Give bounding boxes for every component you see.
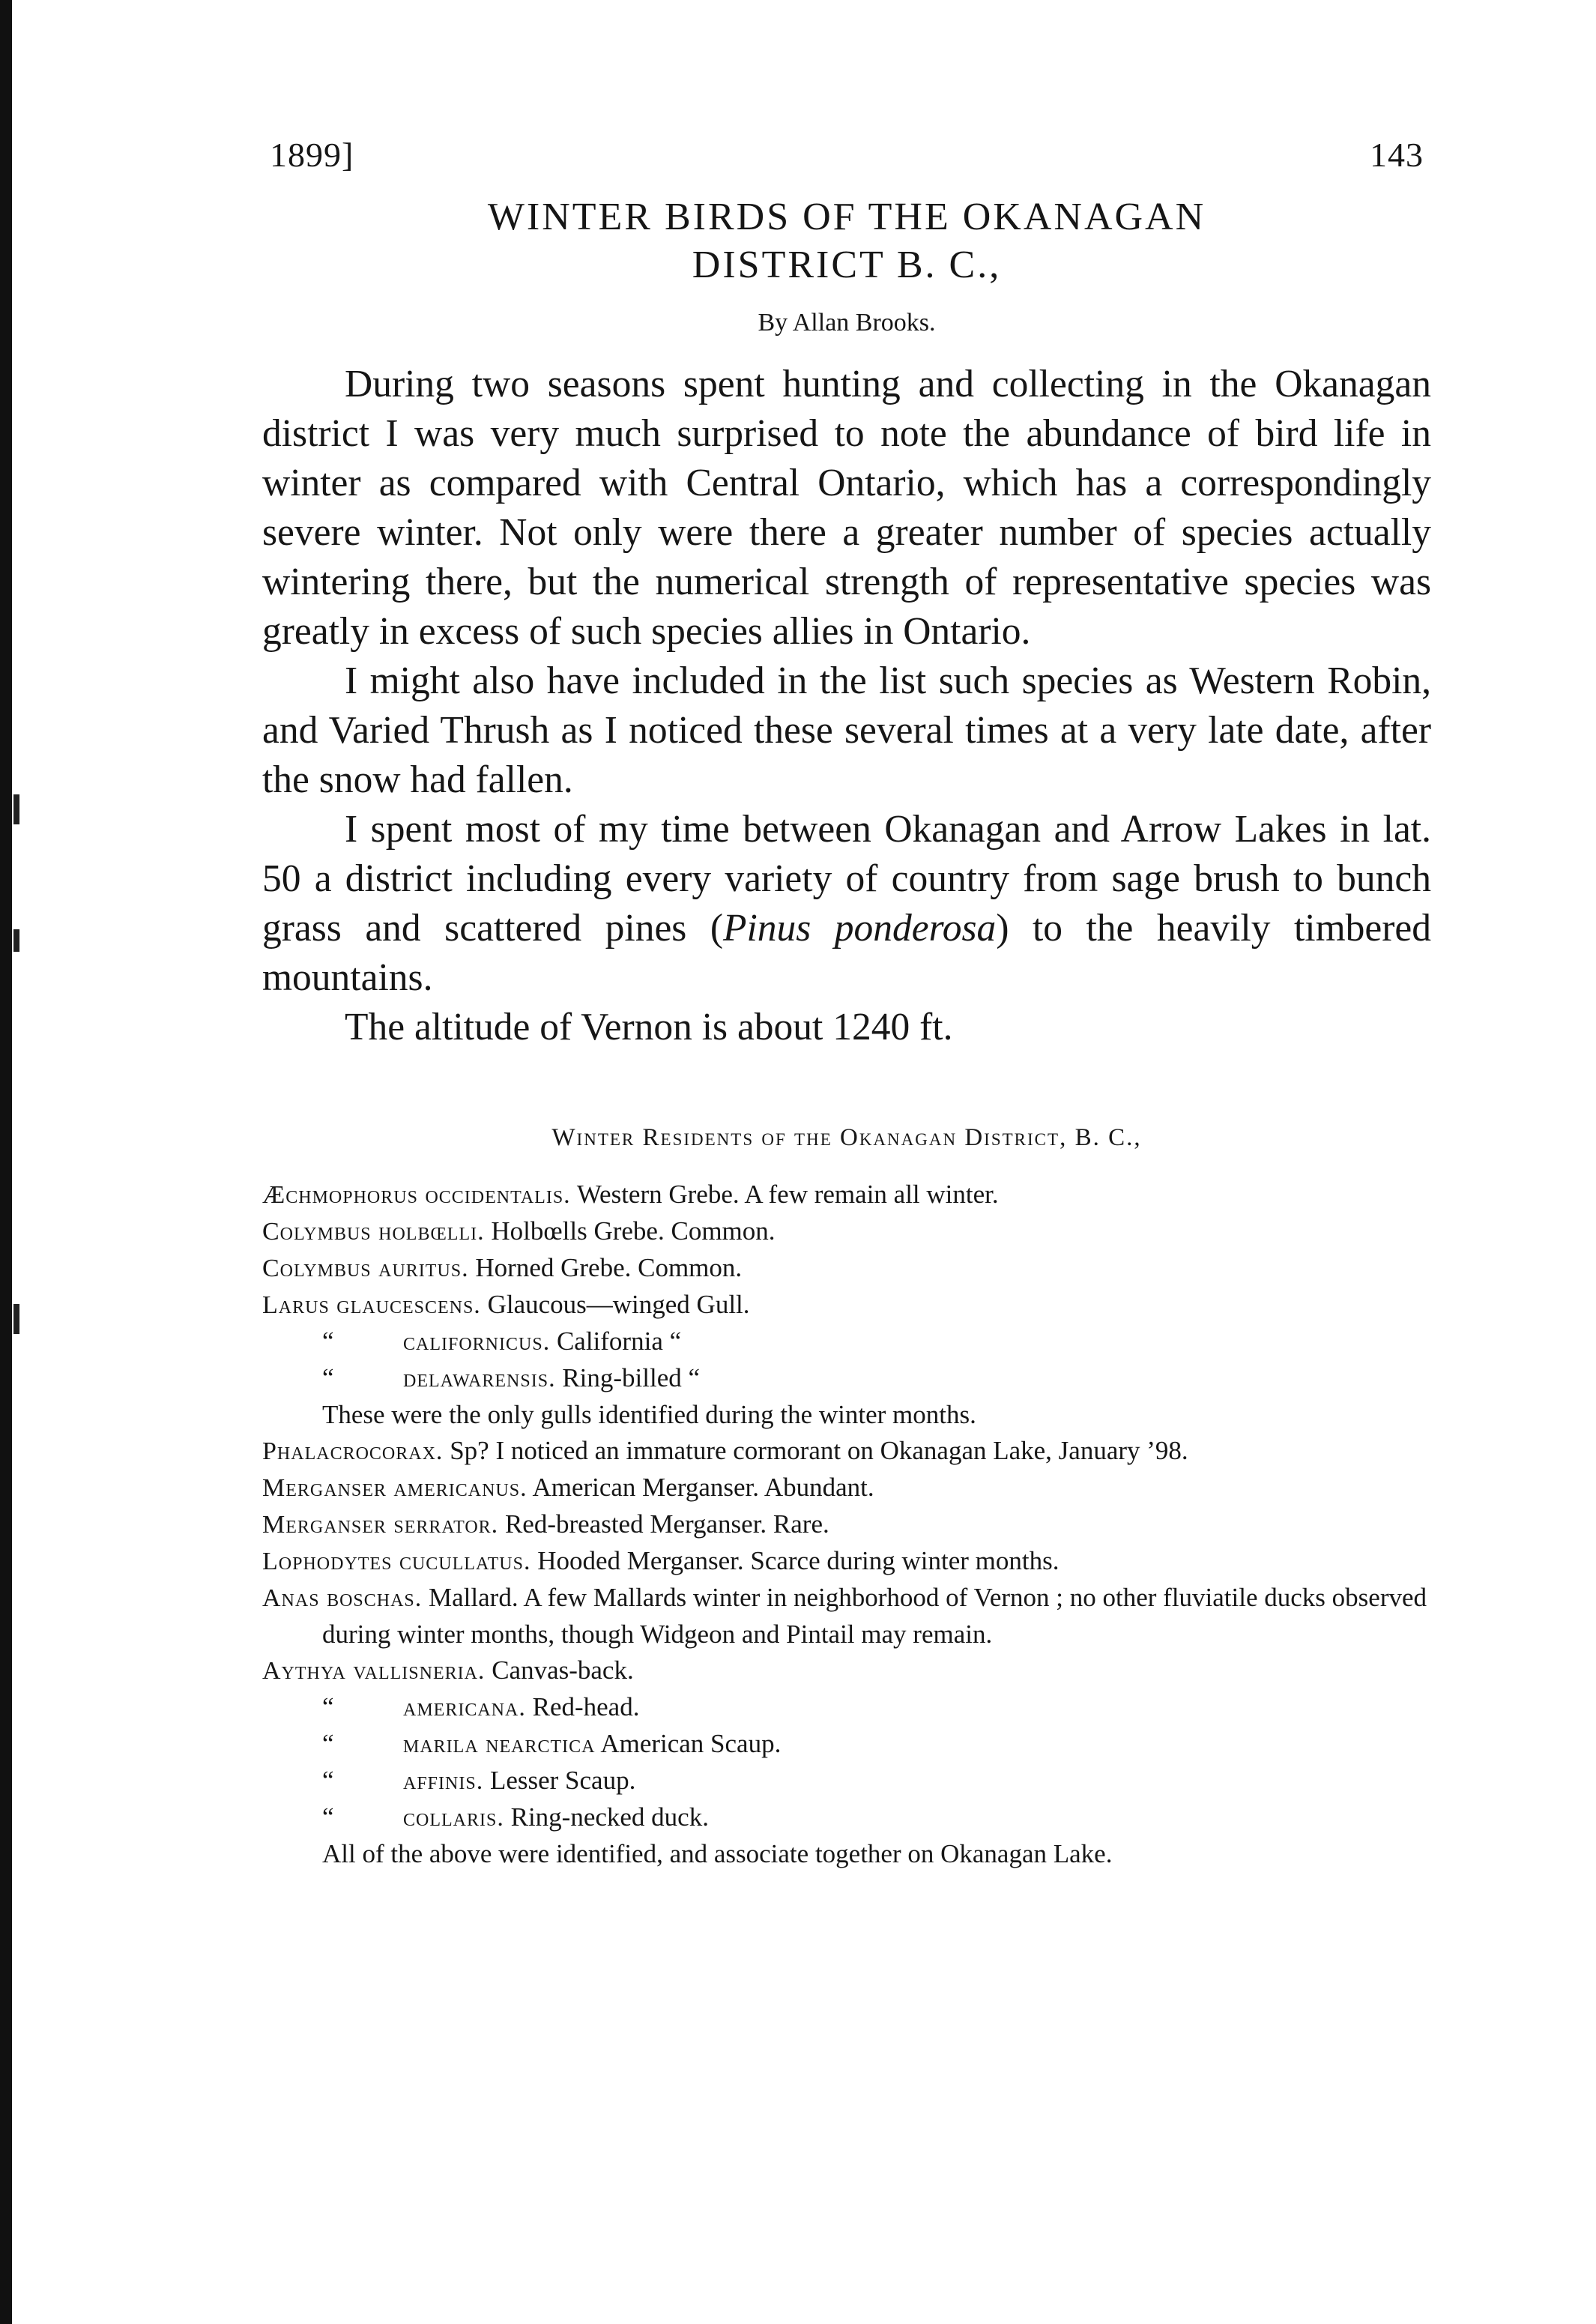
entry-description: Canvas-back. xyxy=(492,1656,634,1685)
list-item xyxy=(262,1470,1431,1506)
paragraph-3-italic: Pinus ponderosa xyxy=(722,907,997,950)
entry-description: Ring-billed “ xyxy=(562,1363,701,1392)
entry-description: Mallard. A few Mallards winter in neighborhood of Vernon ; no other fluviatile ducks observed during winter months, though Widgeon and Pintail may remain. xyxy=(322,1583,1427,1649)
page-number: 143 xyxy=(1370,136,1424,174)
ditto-mark: “ xyxy=(322,1327,334,1356)
article-body xyxy=(262,360,1431,1052)
scan-edge-mark xyxy=(13,929,19,952)
list-item xyxy=(262,1726,1431,1763)
paragraph-3-text-b: ) to the heavily timbered mountains. xyxy=(262,907,1431,999)
scan-edge-mark xyxy=(13,794,19,824)
scan-edge-mark xyxy=(13,1304,19,1334)
entry-description: Horned Grebe. Common. xyxy=(475,1253,743,1282)
entry-description: Lesser Scaup. xyxy=(489,1766,636,1795)
scientific-name: Æchmophorus occidentalis. xyxy=(262,1181,571,1209)
running-head xyxy=(270,135,1424,180)
scientific-name: Aythya vallisneria. xyxy=(262,1657,486,1685)
entry-description: Red-head. xyxy=(532,1692,640,1721)
scientific-name: americana. xyxy=(403,1694,526,1721)
scientific-name: Colymbus auritus. xyxy=(262,1255,469,1282)
paragraph-1: During two seasons spent hunting and collecting in the Okanagan district I was very much surprised to note the abundance of bird life in winter as compared with Central Ontario, which has a correspondingly severe winter. Not only were there a greater number of species actually wintering there, but the numerical strength of representative species was greatly in excess of such species allies in Ontario. xyxy=(262,363,1431,653)
list-item xyxy=(262,1213,1431,1250)
closing-line: All of the above were identified, and associate together on Okanagan Lake. xyxy=(322,1839,1113,1868)
byline: By Allan Brooks. xyxy=(758,309,936,336)
ditto-mark: “ xyxy=(322,1692,334,1721)
list-item xyxy=(262,1689,1431,1726)
paragraph-3 xyxy=(262,805,1431,1003)
scientific-name: californicus. xyxy=(403,1328,551,1356)
species-list xyxy=(262,1177,1431,1872)
entry-description: California “ xyxy=(556,1327,682,1356)
scientific-name: Merganser americanus. xyxy=(262,1474,528,1502)
entry-description: Glaucous—winged Gull. xyxy=(487,1290,750,1319)
scientific-name: affinis. xyxy=(403,1767,484,1795)
header-year: 1899] xyxy=(270,136,354,174)
ditto-mark: “ xyxy=(322,1802,334,1832)
entry-description: American Merganser. Abundant. xyxy=(532,1473,874,1502)
list-item xyxy=(262,1177,1431,1213)
scan-edge-bar xyxy=(0,0,12,2324)
list-item xyxy=(262,1580,1431,1653)
title-line-1: WINTER BIRDS OF THE OKANAGAN xyxy=(487,196,1206,238)
entry-description: Sp? I noticed an immature cormorant on Okanagan Lake, January ’98. xyxy=(450,1436,1188,1465)
scientific-name: Colymbus holbœlli. xyxy=(262,1218,485,1246)
paragraph-3-text-a: I spent most of my time between Okanagan and Arrow Lakes in lat. 50 a district including every variety of country from sage brush to bunch grass and scattered pines ( xyxy=(262,808,1431,950)
paragraph-2: I might also have included in the list such species as Western Robin, and Varied Thrush as I noticed these several times at a very late date, after the snow had fallen. xyxy=(262,660,1431,801)
list-item xyxy=(262,1250,1431,1287)
article-title xyxy=(270,193,1424,289)
list-item xyxy=(262,1324,1431,1360)
scientific-name: Anas boschas. xyxy=(262,1584,423,1612)
scientific-name: Lophodytes cucullatus. xyxy=(262,1548,531,1575)
title-line-2: DISTRICT B. C., xyxy=(692,244,1002,286)
list-item xyxy=(262,1653,1431,1689)
list-item xyxy=(262,1433,1431,1470)
scientific-name: Larus glaucescens. xyxy=(262,1291,481,1319)
entry-description: Western Grebe. A few remain all winter. xyxy=(576,1180,999,1209)
list-item xyxy=(262,1543,1431,1580)
entry-description: Red-breasted Merganser. Rare. xyxy=(504,1509,829,1539)
scientific-name: Phalacrocorax. xyxy=(262,1437,444,1465)
ditto-mark: “ xyxy=(322,1729,334,1758)
scientific-name: Merganser serrator. xyxy=(262,1511,499,1539)
list-item xyxy=(262,1287,1431,1324)
entry-description: Ring-necked duck. xyxy=(510,1802,709,1832)
list-item xyxy=(262,1360,1431,1397)
scientific-name: delawarensis. xyxy=(403,1365,556,1392)
list-item xyxy=(262,1763,1431,1799)
list-heading: Winter Residents of the Okanagan District, B. C., xyxy=(551,1124,1142,1151)
ditto-mark: “ xyxy=(322,1363,334,1392)
entry-description: Holbœlls Grebe. Common. xyxy=(491,1216,776,1246)
list-item xyxy=(262,1799,1431,1836)
entry-description: Hooded Merganser. Scarce during winter months. xyxy=(537,1546,1060,1575)
list-note: These were the only gulls identified during the winter months. xyxy=(322,1400,976,1429)
scientific-name: marila nearctica xyxy=(403,1730,596,1758)
ditto-mark: “ xyxy=(322,1766,334,1795)
list-item xyxy=(262,1506,1431,1543)
paragraph-4: The altitude of Vernon is about 1240 ft. xyxy=(345,1006,953,1048)
entry-description: American Scaup. xyxy=(600,1729,782,1758)
scientific-name: collaris. xyxy=(403,1804,504,1832)
